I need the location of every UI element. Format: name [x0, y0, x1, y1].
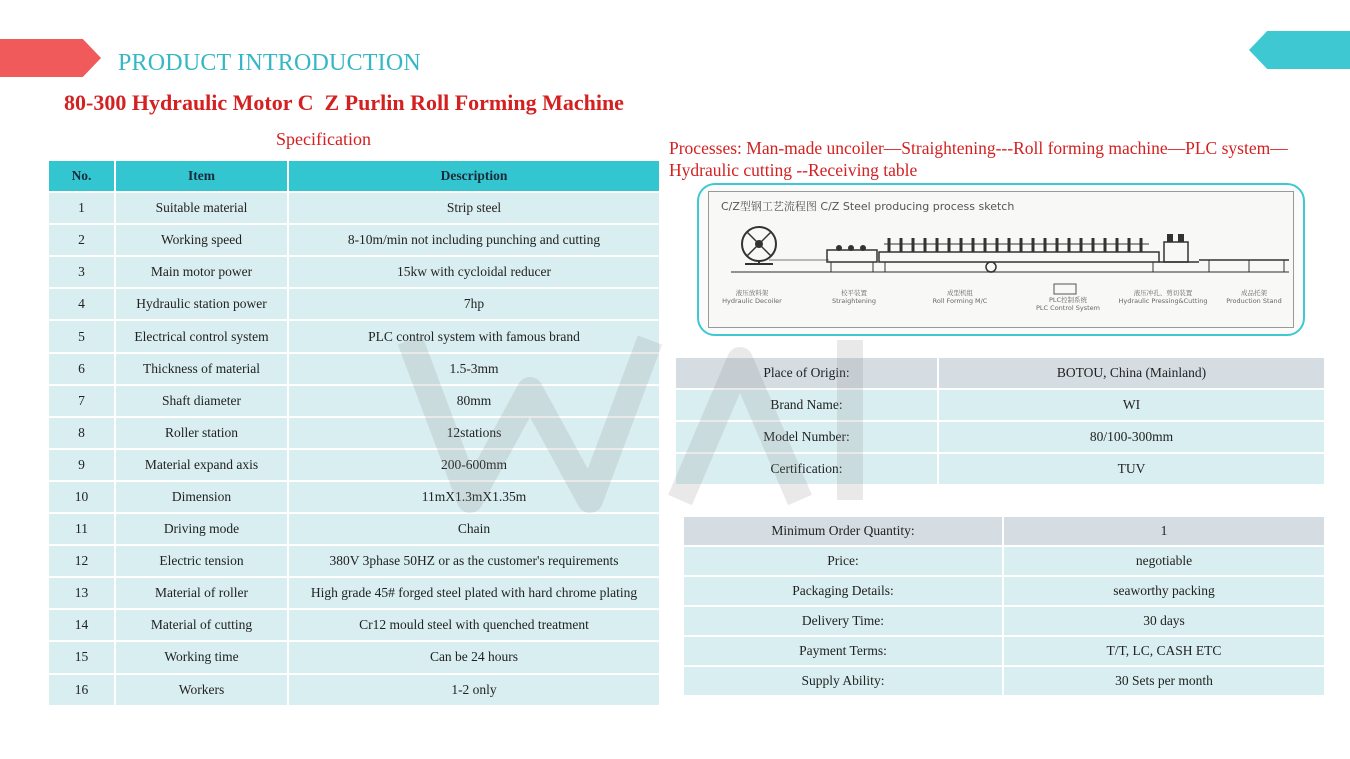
product-info-value: TUV: [939, 454, 1324, 484]
table-row: [49, 675, 659, 705]
row-item: Electric tension: [116, 546, 287, 576]
row-number: 1: [49, 193, 114, 223]
table-row: [49, 289, 659, 319]
station-label-decoiler: 液压放料架 Hydraulic Decoiler: [722, 289, 782, 305]
station-label-straightening: 校平装置 Straightening: [831, 289, 877, 305]
product-info-key: Model Number:: [676, 422, 937, 452]
table-row: [49, 386, 659, 416]
row-description: 200-600mm: [289, 450, 659, 480]
table-header-row: [49, 161, 659, 191]
row-description: 12stations: [289, 418, 659, 448]
trade-info-key: Payment Terms:: [684, 637, 1002, 665]
table-row: [49, 193, 659, 223]
product-info-row: [676, 358, 1324, 388]
row-item: Material expand axis: [116, 450, 287, 480]
process-sketch-image: [697, 183, 1305, 336]
product-info-value: BOTOU, China (Mainland): [939, 358, 1324, 388]
table-row: [49, 225, 659, 255]
table-row: [49, 482, 659, 512]
row-item: Workers: [116, 675, 287, 705]
trade-info-value: negotiable: [1004, 547, 1324, 575]
column-header-item: Item: [116, 161, 287, 191]
row-number: 12: [49, 546, 114, 576]
row-number: 14: [49, 610, 114, 640]
row-number: 11: [49, 514, 114, 544]
table-row: [49, 610, 659, 640]
specification-table: [47, 159, 661, 707]
product-info-row: [676, 422, 1324, 452]
trade-info-row: [684, 547, 1324, 575]
row-description: 11mX1.3mX1.35m: [289, 482, 659, 512]
station-label-plc: PLC控制系统 PLC Control System: [1036, 296, 1100, 312]
row-description: 80mm: [289, 386, 659, 416]
trade-info-row: [684, 637, 1324, 665]
processes-text: Processes: Man-made uncoiler—Straightening---Roll forming machine—PLC system—Hydraulic cutting --Receiving table: [669, 138, 1288, 180]
column-header-no: No.: [49, 161, 114, 191]
row-number: 10: [49, 482, 114, 512]
row-item: Electrical control system: [116, 321, 287, 351]
red-arrow-decoration: [0, 39, 101, 77]
table-row: [49, 354, 659, 384]
table-row: [49, 450, 659, 480]
row-description: 1-2 only: [289, 675, 659, 705]
table-row: [49, 321, 659, 351]
row-description: Can be 24 hours: [289, 642, 659, 672]
specification-label: Specification: [276, 129, 371, 149]
station-label-production-stand: 成品托架 Production Stand: [1226, 289, 1282, 305]
trade-info-key: Delivery Time:: [684, 607, 1002, 635]
trade-info-table: [682, 515, 1326, 697]
table-row: [49, 578, 659, 608]
row-item: Shaft diameter: [116, 386, 287, 416]
table-row: [49, 642, 659, 672]
row-description: 15kw with cycloidal reducer: [289, 257, 659, 287]
row-description: 380V 3phase 50HZ or as the customer's requirements: [289, 546, 659, 576]
row-description: PLC control system with famous brand: [289, 321, 659, 351]
table-row: [49, 257, 659, 287]
trade-info-row: [684, 517, 1324, 545]
row-number: 6: [49, 354, 114, 384]
row-description: High grade 45# forged steel plated with hard chrome plating: [289, 578, 659, 608]
row-item: Material of cutting: [116, 610, 287, 640]
column-header-description: Description: [289, 161, 659, 191]
row-number: 16: [49, 675, 114, 705]
row-item: Dimension: [116, 482, 287, 512]
row-description: Chain: [289, 514, 659, 544]
trade-info-value: seaworthy packing: [1004, 577, 1324, 605]
row-number: 4: [49, 289, 114, 319]
sketch-frame: [708, 191, 1294, 328]
row-number: 3: [49, 257, 114, 287]
trade-info-row: [684, 577, 1324, 605]
sketch-title: C/Z型钢工艺流程图 C/Z Steel producing process sketch: [721, 200, 1015, 213]
process-line-drawing: [709, 192, 1295, 329]
row-number: 9: [49, 450, 114, 480]
row-item: Suitable material: [116, 193, 287, 223]
product-info-row: [676, 390, 1324, 420]
row-item: Material of roller: [116, 578, 287, 608]
trade-info-value: T/T, LC, CASH ETC: [1004, 637, 1324, 665]
product-info-key: Certification:: [676, 454, 937, 484]
trade-info-row: [684, 667, 1324, 695]
row-item: Working speed: [116, 225, 287, 255]
trade-info-key: Supply Ability:: [684, 667, 1002, 695]
row-number: 7: [49, 386, 114, 416]
trade-info-value: 30 days: [1004, 607, 1324, 635]
teal-arrow-decoration: [1249, 31, 1350, 69]
page-title: 80-300 Hydraulic Motor C Z Purlin Roll Forming Machine: [64, 90, 624, 115]
table-row: [49, 418, 659, 448]
station-label-cutting: 液压冲孔、剪切装置 Hydraulic Pressing&Cutting: [1118, 289, 1208, 305]
row-item: Thickness of material: [116, 354, 287, 384]
row-number: 2: [49, 225, 114, 255]
row-number: 13: [49, 578, 114, 608]
trade-info-key: Packaging Details:: [684, 577, 1002, 605]
row-item: Driving mode: [116, 514, 287, 544]
row-description: Cr12 mould steel with quenched treatment: [289, 610, 659, 640]
product-info-value: 80/100-300mm: [939, 422, 1324, 452]
row-description: 7hp: [289, 289, 659, 319]
row-item: Main motor power: [116, 257, 287, 287]
row-item: Working time: [116, 642, 287, 672]
row-number: 5: [49, 321, 114, 351]
trade-info-value: 1: [1004, 517, 1324, 545]
row-description: Strip steel: [289, 193, 659, 223]
product-info-value: WI: [939, 390, 1324, 420]
row-description: 8-10m/min not including punching and cutting: [289, 225, 659, 255]
product-info-row: [676, 454, 1324, 484]
trade-info-key: Minimum Order Quantity:: [684, 517, 1002, 545]
table-row: [49, 514, 659, 544]
trade-info-row: [684, 607, 1324, 635]
row-number: 15: [49, 642, 114, 672]
table-row: [49, 546, 659, 576]
trade-info-value: 30 Sets per month: [1004, 667, 1324, 695]
station-label-roll-forming: 成型机组 Roll Forming M/C: [932, 289, 988, 305]
trade-info-key: Price:: [684, 547, 1002, 575]
row-item: Roller station: [116, 418, 287, 448]
product-info-key: Brand Name:: [676, 390, 937, 420]
row-description: 1.5-3mm: [289, 354, 659, 384]
section-label: PRODUCT INTRODUCTION: [118, 50, 421, 76]
product-info-table: [674, 356, 1326, 486]
row-number: 8: [49, 418, 114, 448]
row-item: Hydraulic station power: [116, 289, 287, 319]
product-info-key: Place of Origin:: [676, 358, 937, 388]
